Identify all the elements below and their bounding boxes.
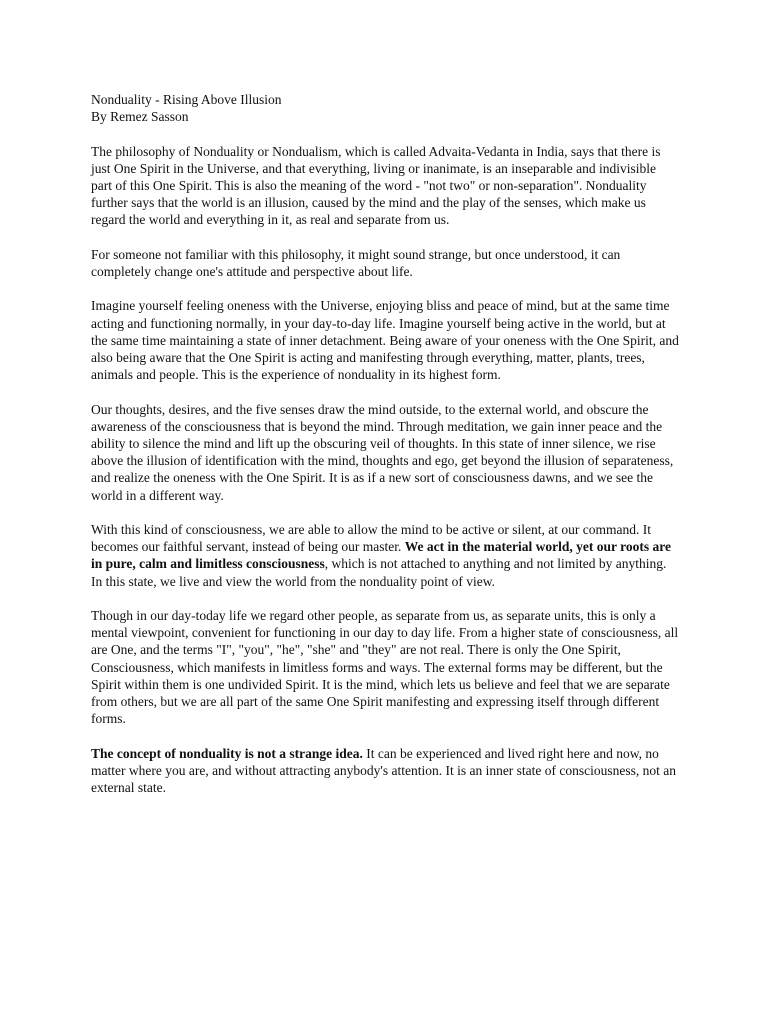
paragraph-4: Our thoughts, desires, and the five senses draw the mind outside, to the external world, and obscure the awareness of the consciousness that is beyond the mind. Through meditation, we gain inner peace and the ability to silence the mind and lift up the obscuring veil of thoughts. In this state of inner silence, we rise above the illusion of identification with the mind, thoughts and ego, get beyond the illusion of separateness, and realize the oneness with the One Spirit. It is as if a new sort of consciousness dawns, and we see the world in a different way. [91,401,674,503]
paragraph-5-start: With this kind of consciousness, we are able to allow the mind to be active or silent, at our command. It becomes our faithful servant, instead of being our master. [91,522,651,555]
paragraph-2: For someone not familiar with this philosophy, it might sound strange, but once understood, it can completely change one's attitude and perspective about life. [91,246,621,279]
paragraph-7-end: It can be experienced and lived right here and now, no matter where you are, and without attracting anybody's attention. It is an inner state of consciousness, not an external state. [91,745,677,796]
paragraph-3: Imagine yourself feeling oneness with the Universe, enjoying bliss and peace of mind, but at the same time acting and functioning normally, in your day-to-day life. Imagine yourself being active in the world, but at the same time maintaining a state of inner detachment. Being aware of your oneness with the One Spirit, and also being aware that the One Spirit is acting and manifesting through everything, matter, plants, trees, animals and people. This is the experience of nonduality in its highest form. [91,298,679,383]
paragraph-6: Though in our day-today life we regard other people, as separate from us, as separate units, this is only a mental viewpoint, convenient for functioning in our day to day life. From a higher state of consciousness, all are One, and the terms "I", "you", "he", "she" and "they" are not real. There is only the One Spirit, Consciousness, which manifests in limitless forms and ways. The external forms may be different, but the Spirit within them is one undivided Spirit. It is the mind, which lets us believe and feel that we are separate from others, but we are all part of the same One Spirit manifesting and expressing itself through different forms. [91,608,679,727]
paragraph-5-bold: We act in the material world, yet our roots are in pure, calm and limitless consciousness [91,539,671,572]
paragraph-7-bold: The concept of nonduality is not a strange idea. [91,745,363,761]
document-title: Nonduality - Rising Above Illusion [91,92,282,107]
paragraph-5-end: , which is not attached to anything and not limited by anything. In this state, we live and view the world from the nonduality point of view. [91,556,667,589]
document-body [91,91,679,813]
title-block [91,91,679,125]
paragraph-5 [91,521,679,590]
paragraph-1: The philosophy of Nonduality or Nondualism, which is called Advaita-Vedanta in India, says that there is just One Spirit in the Universe, and that everything, living or inanimate, is an inseparable and indivisible part of this One Spirit. This is also the meaning of the word - "not two" or non-separation". Nonduality further says that the world is an illusion, caused by the mind and the play of the senses, which make us regard the world and everything in it, as real and separate from us. [91,143,661,228]
paragraph-7 [91,745,679,797]
document-author: By Remez Sasson [91,109,189,125]
